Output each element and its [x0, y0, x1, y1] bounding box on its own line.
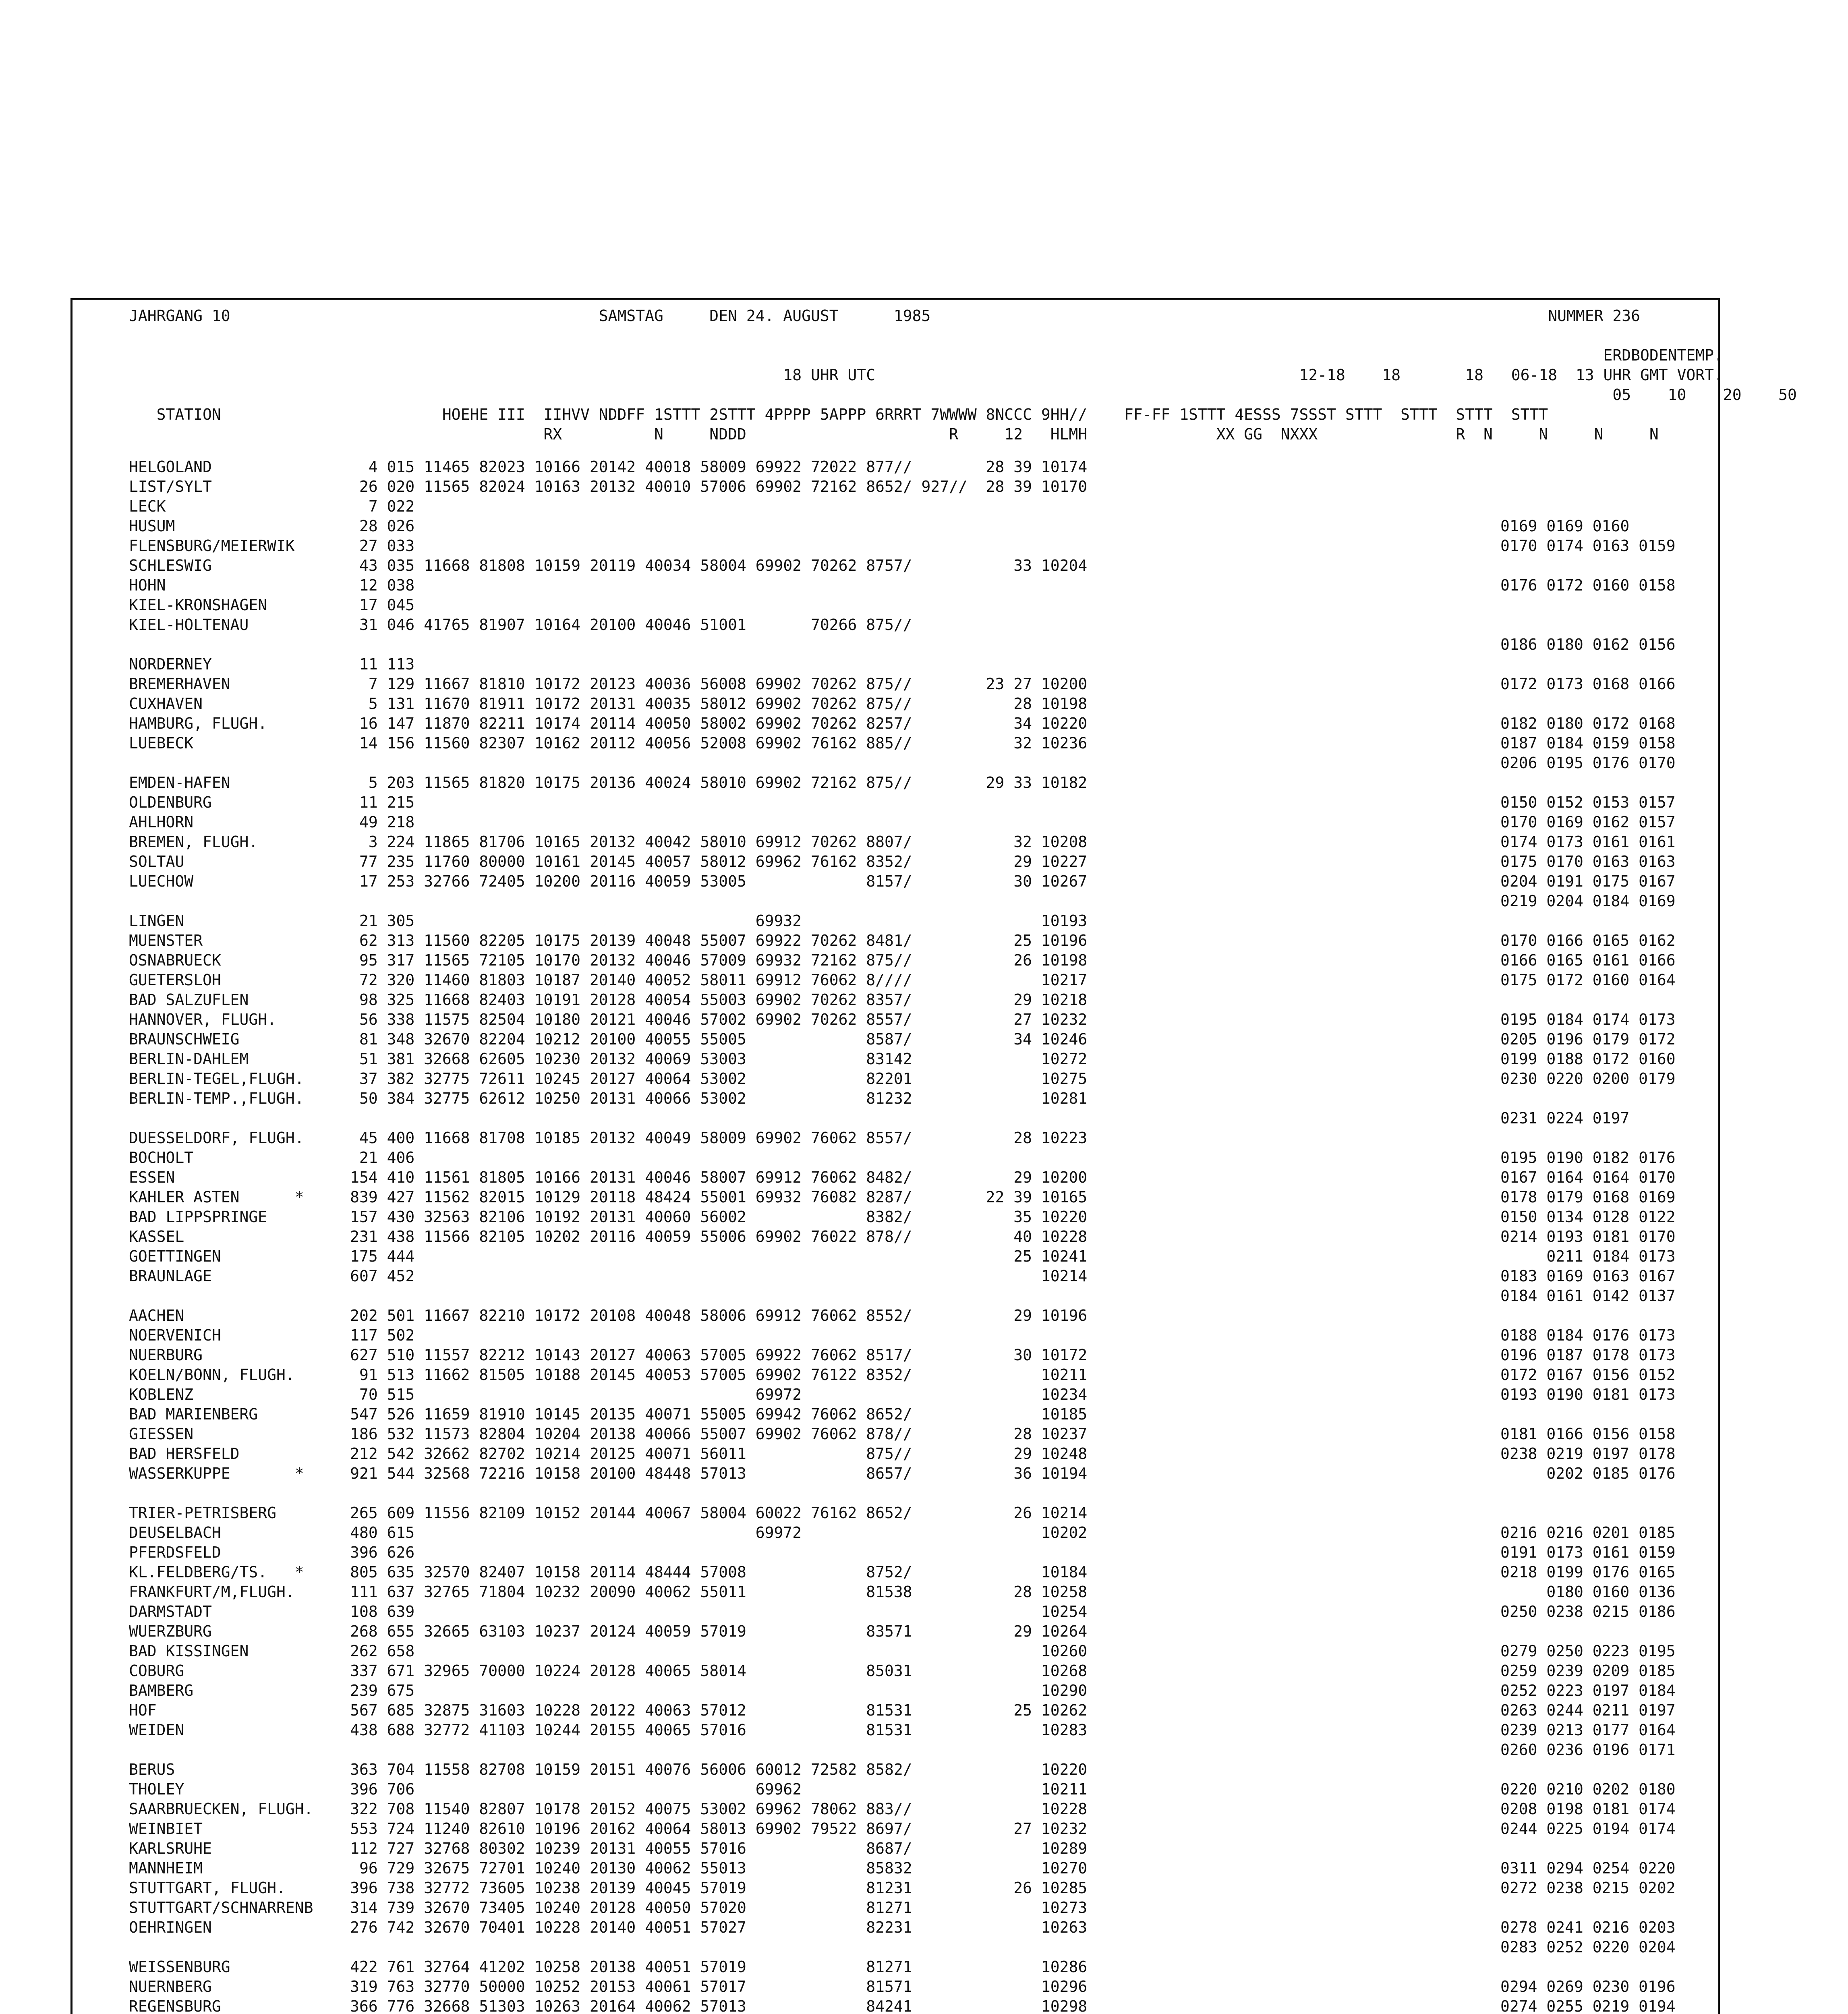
- station-row: NORDERNEY 11 113: [129, 655, 415, 673]
- station-row: FLENSBURG/MEIERWIK 27 033: [129, 537, 415, 555]
- station-row: HANNOVER, FLUGH. 56 338 11575 82504 10180 20121 40046 57002 69902 70262 8557/ 27 10232: [129, 1011, 1088, 1028]
- soil-temp-row: [1500, 556, 1676, 576]
- soil-temp-row: 0272 0238 0215 0202: [1500, 1879, 1676, 1897]
- soil-temp-row: 0175 0170 0163 0163: [1500, 853, 1676, 870]
- station-row: COBURG 337 671 32965 70000 10224 20128 40065 58014 85031 10268: [129, 1662, 1088, 1680]
- table-header: [129, 306, 1797, 444]
- soil-temp-row: 0186 0180 0162 0156: [1500, 636, 1676, 653]
- station-row: OLDENBURG 11 215: [129, 794, 415, 811]
- station-row: STUTTGART/SCHNARRENB 314 739 32670 73405 10240 20128 40050 57020 81271 10273: [129, 1899, 1088, 1917]
- header-line: 05 10 20 50: [129, 386, 1797, 404]
- station-row: GOETTINGEN 175 444 25 10241: [129, 1247, 1088, 1265]
- header-line: JAHRGANG 10 SAMSTAG DEN 24. AUGUST 1985 NUMMER 236: [129, 307, 1640, 325]
- soil-temp-row: 0181 0166 0156 0158: [1500, 1425, 1676, 1443]
- soil-temp-row: [1500, 477, 1676, 497]
- soil-temp-row: 0231 0224 0197: [1500, 1109, 1630, 1127]
- header-line: RX N NDDD R 12 HLMH XX GG NXXX R N N N N: [129, 425, 1659, 443]
- station-row: BAD LIPPSPRINGE 157 430 32563 82106 10192 20131 40060 56002 8382/ 35 10220: [129, 1208, 1088, 1226]
- station-row: [129, 1286, 1143, 1306]
- soil-temp-row: [1500, 595, 1676, 615]
- station-row: BAMBERG 239 675 10290: [129, 1682, 1088, 1699]
- station-row: HAMBURG, FLUGH. 16 147 11870 82211 10174 20114 40050 58002 69902 70262 8257/ 34 10220: [129, 715, 1088, 732]
- soil-temp-row: 0166 0165 0161 0166: [1500, 951, 1676, 969]
- soil-temp-row: 0252 0223 0197 0184: [1500, 1682, 1676, 1699]
- station-row: LECK 7 022: [129, 497, 415, 515]
- soil-temp-row: 0199 0188 0172 0160: [1500, 1050, 1676, 1068]
- soil-temp-row: 0230 0220 0200 0179: [1500, 1070, 1676, 1088]
- soil-temp-row: 0205 0196 0179 0172: [1500, 1030, 1676, 1048]
- soil-temp-row: 0196 0187 0178 0173: [1500, 1346, 1676, 1364]
- station-row: MANNHEIM 96 729 32675 72701 10240 20130 40062 55013 85832 10270: [129, 1859, 1088, 1877]
- station-row: OSNABRUECK 95 317 11565 72105 10170 20132 40046 57009 69932 72162 875// 26 10198: [129, 951, 1088, 969]
- station-row: BERLIN-TEGEL,FLUGH. 37 382 32775 72611 10245 20127 40064 53002 82201 10275: [129, 1070, 1088, 1088]
- soil-temp-row: 0172 0167 0156 0152: [1500, 1366, 1676, 1384]
- station-row: BRAUNLAGE 607 452 10214: [129, 1267, 1088, 1285]
- station-row: REGENSBURG 366 776 32668 51303 10263 20164 40062 57013 84241 10298: [129, 1997, 1088, 2014]
- station-row: ESSEN 154 410 11561 81805 10166 20131 40046 58007 69912 76062 8482/ 29 10200: [129, 1169, 1088, 1186]
- soil-temp-row: 0169 0169 0160: [1500, 517, 1630, 535]
- soil-temp-row: 0193 0190 0181 0173: [1500, 1386, 1676, 1403]
- soil-temp-row: [1500, 990, 1676, 1010]
- station-row: KL.FELDBERG/TS. * 805 635 32570 82407 10158 20114 48444 57008 8752/ 10184: [129, 1563, 1088, 1581]
- soil-temp-row: [1500, 694, 1676, 714]
- soil-temp-row: 0187 0184 0159 0158: [1500, 734, 1676, 752]
- station-row: MUENSTER 62 313 11560 82205 10175 20139 40048 55007 69922 70262 8481/ 25 10196: [129, 932, 1088, 949]
- soil-temp-row: 0180 0160 0136: [1500, 1583, 1676, 1601]
- station-observations: [129, 457, 1143, 2014]
- station-row: WUERZBURG 268 655 32665 63103 10237 20124 40059 57019 83571 29 10264: [129, 1622, 1088, 1640]
- station-row: LINGEN 21 305 69932 10193: [129, 912, 1088, 930]
- soil-temp-row: 0202 0185 0176: [1500, 1465, 1676, 1482]
- soil-temp-row: 0220 0210 0202 0180: [1500, 1780, 1676, 1798]
- soil-temp-row: [1500, 1128, 1676, 1148]
- soil-temp-row: 0274 0255 0219 0194: [1500, 1997, 1676, 2014]
- station-row: WASSERKUPPE * 921 544 32568 72216 10158 20100 48448 57013 8657/ 36 10194: [129, 1465, 1088, 1482]
- station-row: KOBLENZ 70 515 69972 10234: [129, 1386, 1088, 1403]
- soil-temp-row: 0167 0164 0164 0170: [1500, 1169, 1676, 1186]
- station-row: [129, 891, 1143, 911]
- soil-temp-row: [1500, 1622, 1676, 1641]
- station-row: PFERDSFELD 396 626: [129, 1544, 415, 1561]
- soil-temp-row: 0174 0173 0161 0161: [1500, 833, 1676, 851]
- soil-temp-row: 0195 0184 0174 0173: [1500, 1011, 1676, 1028]
- station-row: [129, 1484, 1143, 1503]
- station-row: [129, 635, 1143, 655]
- soil-temp-row: 0170 0174 0163 0159: [1500, 537, 1676, 555]
- station-row: TRIER-PETRISBERG 265 609 11556 82109 10152 20144 40067 58004 60022 76162 8652/ 26 10214: [129, 1504, 1088, 1522]
- station-row: LIST/SYLT 26 020 11565 82024 10163 20132 40010 57006 69902 72162 8652/ 927// 28 39 10170: [129, 478, 1088, 495]
- station-row: WEIDEN 438 688 32772 41103 10244 20155 40065 57016 81531 10283: [129, 1721, 1088, 1739]
- station-row: KAHLER ASTEN * 839 427 11562 82015 10129 20118 48424 55001 69932 76082 8287/ 22 39 10165: [129, 1188, 1088, 1206]
- station-row: HUSUM 28 026: [129, 517, 415, 535]
- soil-temp-row: [1500, 1089, 1676, 1109]
- soil-temp-row: 0250 0238 0215 0186: [1500, 1603, 1676, 1620]
- soil-temp-row: 0311 0294 0254 0220: [1500, 1859, 1676, 1877]
- station-row: SOLTAU 77 235 11760 80000 10161 20145 40057 58012 69962 76162 8352/ 29 10227: [129, 853, 1088, 870]
- station-row: FRANKFURT/M,FLUGH. 111 637 32765 71804 10232 20090 40062 55011 81538 28 10258: [129, 1583, 1088, 1601]
- soil-temp-row: 0172 0173 0168 0166: [1500, 675, 1676, 693]
- soil-temp-row: 0175 0172 0160 0164: [1500, 971, 1676, 989]
- weather-report-table: [70, 298, 1797, 2014]
- soil-temp-row: [1500, 1898, 1676, 1918]
- station-row: BOCHOLT 21 406: [129, 1149, 415, 1167]
- soil-temp-row: [1500, 1306, 1676, 1326]
- soil-temp-row: 0182 0180 0172 0168: [1500, 715, 1676, 732]
- station-row: [129, 753, 1143, 773]
- station-row: THOLEY 396 706 69962 10211: [129, 1780, 1088, 1798]
- station-row: SCHLESWIG 43 035 11668 81808 10159 20119 40034 58004 69902 70262 8757/ 33 10204: [129, 557, 1088, 574]
- station-row: LUEBECK 14 156 11560 82307 10162 20112 40056 52008 69902 76162 885// 32 10236: [129, 734, 1088, 752]
- soil-temp-row: [1500, 1405, 1676, 1424]
- station-row: BRAUNSCHWEIG 81 348 32670 82204 10212 20100 40055 55005 8587/ 34 10246: [129, 1030, 1088, 1048]
- soil-temp-row: 0260 0236 0196 0171: [1500, 1741, 1676, 1759]
- soil-temp-row: 0184 0161 0142 0137: [1500, 1287, 1676, 1305]
- station-row: DEUSELBACH 480 615 69972 10202: [129, 1524, 1088, 1542]
- soil-temp-row: 0238 0219 0197 0178: [1500, 1445, 1676, 1463]
- station-row: HOHN 12 038: [129, 576, 415, 594]
- soil-temp-row: 0259 0239 0209 0185: [1500, 1662, 1676, 1680]
- soil-temp-row: 0195 0190 0182 0176: [1500, 1149, 1676, 1167]
- soil-temp-row: 0176 0172 0160 0158: [1500, 576, 1676, 594]
- soil-temp-row: [1500, 497, 1676, 516]
- soil-temp-row: 0216 0216 0201 0185: [1500, 1524, 1676, 1542]
- station-row: [129, 1740, 1143, 1760]
- soil-temp-row: [1500, 655, 1676, 674]
- soil-temp-row: 0188 0184 0176 0173: [1500, 1326, 1676, 1344]
- station-row: WEINBIET 553 724 11240 82610 10196 20162 40064 58013 69902 79522 8697/ 27 10232: [129, 1820, 1088, 1838]
- station-row: HOF 567 685 32875 31603 10228 20122 40063 57012 81531 25 10262: [129, 1701, 1088, 1719]
- soil-temp-row: [1500, 1484, 1676, 1503]
- station-row: BERLIN-DAHLEM 51 381 32668 62605 10230 20132 40069 53003 83142 10272: [129, 1050, 1088, 1068]
- station-row: DARMSTADT 108 639 10254: [129, 1603, 1088, 1620]
- station-row: BAD SALZUFLEN 98 325 11668 82403 10191 20128 40054 55003 69902 70262 8357/ 29 10218: [129, 991, 1088, 1009]
- soil-temp-row: 0183 0169 0163 0167: [1500, 1267, 1676, 1285]
- station-row: KIEL-HOLTENAU 31 046 41765 81907 10164 20100 40046 51001 70266 875//: [129, 616, 912, 634]
- station-row: EMDEN-HAFEN 5 203 11565 81820 10175 20136 40024 58010 69902 72162 875// 29 33 10182: [129, 774, 1088, 792]
- soil-temp-row: 0219 0204 0184 0169: [1500, 892, 1676, 910]
- soil-temp-row: 0170 0169 0162 0157: [1500, 813, 1676, 831]
- station-row: BREMERHAVEN 7 129 11667 81810 10172 20123 40036 56008 69902 70262 875// 23 27 10200: [129, 675, 1088, 693]
- soil-temp-row: [1500, 773, 1676, 793]
- station-row: GUETERSLOH 72 320 11460 81803 10187 20140 40052 58011 69912 76062 8//// 10217: [129, 971, 1088, 989]
- station-row: KARLSRUHE 112 727 32768 80302 10239 20131 40055 57016 8687/ 10289: [129, 1840, 1088, 1857]
- soil-temp-row: 0178 0179 0168 0169: [1500, 1188, 1676, 1206]
- soil-temp-row: 0263 0244 0211 0197: [1500, 1701, 1676, 1719]
- station-row: KIEL-KRONSHAGEN 17 045: [129, 596, 415, 614]
- station-row: NUERNBERG 319 763 32770 50000 10252 20153 40061 57017 81571 10296: [129, 1978, 1088, 1995]
- soil-temp-row: 0170 0166 0165 0162: [1500, 932, 1676, 949]
- soil-temp-row: [1500, 1839, 1676, 1859]
- station-row: NUERBURG 627 510 11557 82212 10143 20127 40063 57005 69922 76062 8517/ 30 10172: [129, 1346, 1088, 1364]
- station-row: [129, 1109, 1143, 1128]
- soil-temperature-column: [1500, 457, 1676, 2014]
- station-row: BERLIN-TEMP.,FLUGH. 50 384 32775 62612 10250 20131 40066 53002 81232 10281: [129, 1090, 1088, 1107]
- soil-temp-row: 0150 0152 0153 0157: [1500, 794, 1676, 811]
- station-row: BAD HERSFELD 212 542 32662 82702 10214 20125 40071 56011 875// 29 10248: [129, 1445, 1088, 1463]
- soil-temp-row: [1500, 457, 1676, 477]
- soil-temp-row: 0191 0173 0161 0159: [1500, 1544, 1676, 1561]
- station-row: BAD MARIENBERG 547 526 11659 81910 10145 20135 40071 55005 69942 76062 8652/ 10185: [129, 1405, 1088, 1423]
- station-row: BERUS 363 704 11558 82708 10159 20151 40076 56006 60012 72582 8582/ 10220: [129, 1761, 1088, 1778]
- soil-temp-row: 0278 0241 0216 0203: [1500, 1919, 1676, 1936]
- soil-temp-row: 0244 0225 0194 0174: [1500, 1820, 1676, 1838]
- soil-temp-row: [1500, 615, 1676, 635]
- soil-temp-row: 0211 0184 0173: [1500, 1247, 1676, 1265]
- soil-temp-row: [1500, 1503, 1676, 1523]
- station-row: CUXHAVEN 5 131 11670 81911 10172 20131 40035 58012 69902 70262 875// 28 10198: [129, 695, 1088, 713]
- header-line: [129, 326, 1797, 346]
- soil-temp-row: 0218 0199 0176 0165: [1500, 1563, 1676, 1581]
- station-row: KOELN/BONN, FLUGH. 91 513 11662 81505 10188 20145 40053 57005 69902 76122 8352/ 10211: [129, 1366, 1088, 1384]
- station-row: SAARBRUECKEN, FLUGH. 322 708 11540 82807 10178 20152 40075 53002 69962 78062 883// 10228: [129, 1800, 1088, 1818]
- station-row: KASSEL 231 438 11566 82105 10202 20116 40059 55006 69902 76022 878// 40 10228: [129, 1228, 1088, 1245]
- soil-temp-row: [1500, 1957, 1676, 1977]
- soil-temp-row: 0294 0269 0230 0196: [1500, 1978, 1676, 1995]
- soil-temp-row: 0283 0252 0220 0204: [1500, 1938, 1676, 1956]
- soil-temp-row: 0150 0134 0128 0122: [1500, 1208, 1676, 1226]
- station-row: NOERVENICH 117 502: [129, 1326, 415, 1344]
- station-row: GIESSEN 186 532 11573 82804 10204 20138 40066 55007 69902 76062 878// 28 10237: [129, 1425, 1088, 1443]
- soil-temp-row: 0279 0250 0223 0195: [1500, 1642, 1676, 1660]
- station-row: AACHEN 202 501 11667 82210 10172 20108 40048 58006 69912 76062 8552/ 29 10196: [129, 1307, 1088, 1324]
- header-line: 18 UHR UTC 12-18 18 18 06-18 13 UHR GMT VORT.: [129, 366, 1723, 384]
- station-row: WEISSENBURG 422 761 32764 41202 10258 20138 40051 57019 81271 10286: [129, 1958, 1088, 1976]
- soil-temp-row: 0208 0198 0181 0174: [1500, 1800, 1676, 1818]
- station-row: BAD KISSINGEN 262 658 10260: [129, 1642, 1088, 1660]
- station-row: OEHRINGEN 276 742 32670 70401 10228 20140 40051 57027 82231 10263: [129, 1919, 1088, 1936]
- header-line: ERDBODENTEMP.: [129, 346, 1723, 364]
- station-row: LUECHOW 17 253 32766 72405 10200 20116 40059 53005 8157/ 30 10267: [129, 872, 1088, 890]
- soil-temp-row: 0206 0195 0176 0170: [1500, 754, 1676, 772]
- header-line: STATION HOEHE III IIHVV NDDFF 1STTT 2STTT 4PPPP 5APPP 6RRRT 7WWWW 8NCCC 9HH// FF-FF 1STTT 4ESSS 7SSST STTT STTT STTT STTT: [129, 406, 1548, 423]
- soil-temp-row: 0214 0193 0181 0170: [1500, 1228, 1676, 1245]
- soil-temp-row: 0204 0191 0175 0167: [1500, 872, 1676, 890]
- station-row: DUESSELDORF, FLUGH. 45 400 11668 81708 10185 20132 40049 58009 69902 76062 8557/ 28 10223: [129, 1129, 1088, 1147]
- station-row: [129, 1937, 1143, 1957]
- station-row: BREMEN, FLUGH. 3 224 11865 81706 10165 20132 40042 58010 69912 70262 8807/ 32 10208: [129, 833, 1088, 851]
- station-row: AHLHORN 49 218: [129, 813, 415, 831]
- station-row: HELGOLAND 4 015 11465 82023 10166 20142 40018 58009 69922 72022 877// 28 39 10174: [129, 458, 1088, 476]
- soil-temp-row: [1500, 911, 1676, 931]
- soil-temp-row: 0239 0213 0177 0164: [1500, 1721, 1676, 1739]
- station-row: STUTTGART, FLUGH. 396 738 32772 73605 10238 20139 40045 57019 81231 26 10285: [129, 1879, 1088, 1897]
- soil-temp-row: [1500, 1760, 1676, 1780]
